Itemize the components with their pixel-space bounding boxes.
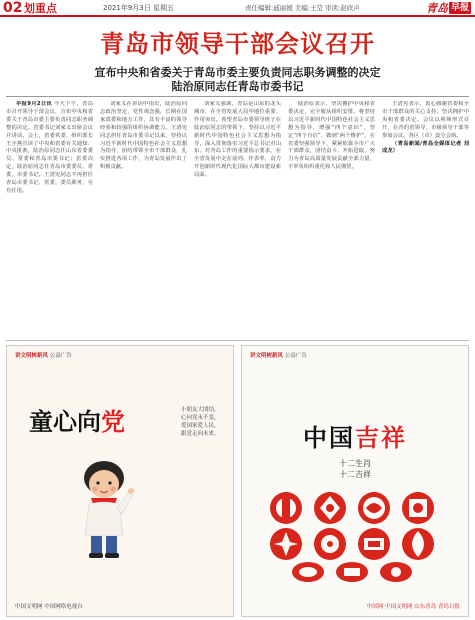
divider: [6, 340, 469, 341]
article-column-3: 刘家义强调，青岛是山东的龙头城市，在全省发展大局中地位重要、作用突出。希望青岛市委领导班子在陆治原同志的带领下，坚持以习近平新时代中国特色社会主义思想为指导，深入贯彻落实习近平总书记对山东、对青岛工作的重要指示要求，在全省发展中走在前列、作表率，奋力开创新时代现代化国际大都市建设新局面。: [194, 101, 281, 179]
page-header: [0, 0, 475, 17]
subtitle: 宣布中央和省委关于青岛市委主要负责同志职务调整的决定: [94, 66, 381, 79]
section-name: 划重点: [24, 2, 57, 15]
byline: （青岛新闻/青岛全媒体记者 刘成龙）: [382, 140, 469, 155]
poster-footer: 中国网 中国文明网 山东青岛 青岛日报: [366, 604, 460, 610]
clay-child-figure-image: [69, 456, 139, 561]
article-column-4: 陆治原表示，坚决拥护中央和省委决定，完全服从组织安排。将坚持以习近平新时代中国特色社会主义思想为指导，增强“四个意识”、坚定“四个自信”、做到“两个维护”，在省委坚强领导下，紧紧依靠全市广大干部群众，团结奋斗、开拓进取，努力为青岛高质量发展贡献全部力量，不辜负组织重托和人民期望。: [288, 101, 375, 171]
article-column-1: 早报9月2日讯 今天下午，青岛市召开领导干部会议，宣布中央和省委关于青岛市委主要负责同志职务调整的决定。省委书记刘家义出席会议并讲话。会上，省委常委、组织部长王宇燕宣读了中央和省委有关通知：中央批准，陆治原同志任山东省委委员、常委和青岛市委书记；省委决定，陆治原同志任青岛市委委员、常委、市委书记。王清宪同志不再担任青岛市委书记、常委、委员职务，另有任用。: [6, 101, 93, 194]
poster-subtitle: 十二生肖: [339, 459, 371, 468]
zodiac-papercut-grid-image: [260, 486, 450, 586]
newspaper-logo: 青岛 早报: [425, 1, 469, 15]
article-column-5: 王清宪表示，衷心感谢省委和全市干部群众的关心支持，坚决拥护中央和省委决定。会议以视频形式召开，在青的省领导、市级领导干部等参加会议。各区（市）设分会场。 （青岛新闻/青岛全媒体记者 刘成龙）: [382, 101, 469, 155]
poster-footer: 中国文明网 中国网络电视台: [15, 604, 83, 610]
psa-poster-child-heart: [6, 345, 234, 617]
poster-tag: 讲文明树新风 公益广告: [250, 353, 307, 359]
subtitle-second: 陆治原同志任青岛市委书记: [171, 80, 304, 93]
article-body: [6, 101, 469, 336]
poster-subtitle-second: 十二吉祥: [339, 470, 371, 479]
editor-credits: 责任编辑:戚丽媛 美编:王莹 审读:赵欣声: [245, 4, 360, 12]
psa-poster-china-auspicious: [241, 345, 469, 617]
poster-title: 童心向党: [29, 408, 125, 436]
dateline: 早报9月2日讯: [16, 101, 53, 107]
issue-date: 2021年9月3日 星期五: [103, 4, 174, 12]
article-column-2: 刘家义在讲话中指出，陆治原同志政治坚定，党性观念强，长期在国家部委和地方工作，具有丰富的领导经验和较强的组织协调能力。王清宪同志担任青岛市委书记以来，坚持以习近平新时代中国特色社会主义思想为指导，团结带领全市干部群众，扎实推进各项工作，为青岛发展作出了积极贡献。: [100, 101, 187, 171]
poster-tag: 讲文明树新风 公益广告: [15, 353, 72, 359]
divider: [6, 96, 469, 97]
page-number: 02: [3, 0, 23, 16]
poster-title: 中国吉祥: [303, 424, 407, 452]
poster-verse: 小朋友大团结， 心向党永不变， 爱国家爱人民， 跟党走向未来。: [181, 407, 220, 437]
headline: 青岛市领导干部会议召开: [100, 30, 375, 58]
